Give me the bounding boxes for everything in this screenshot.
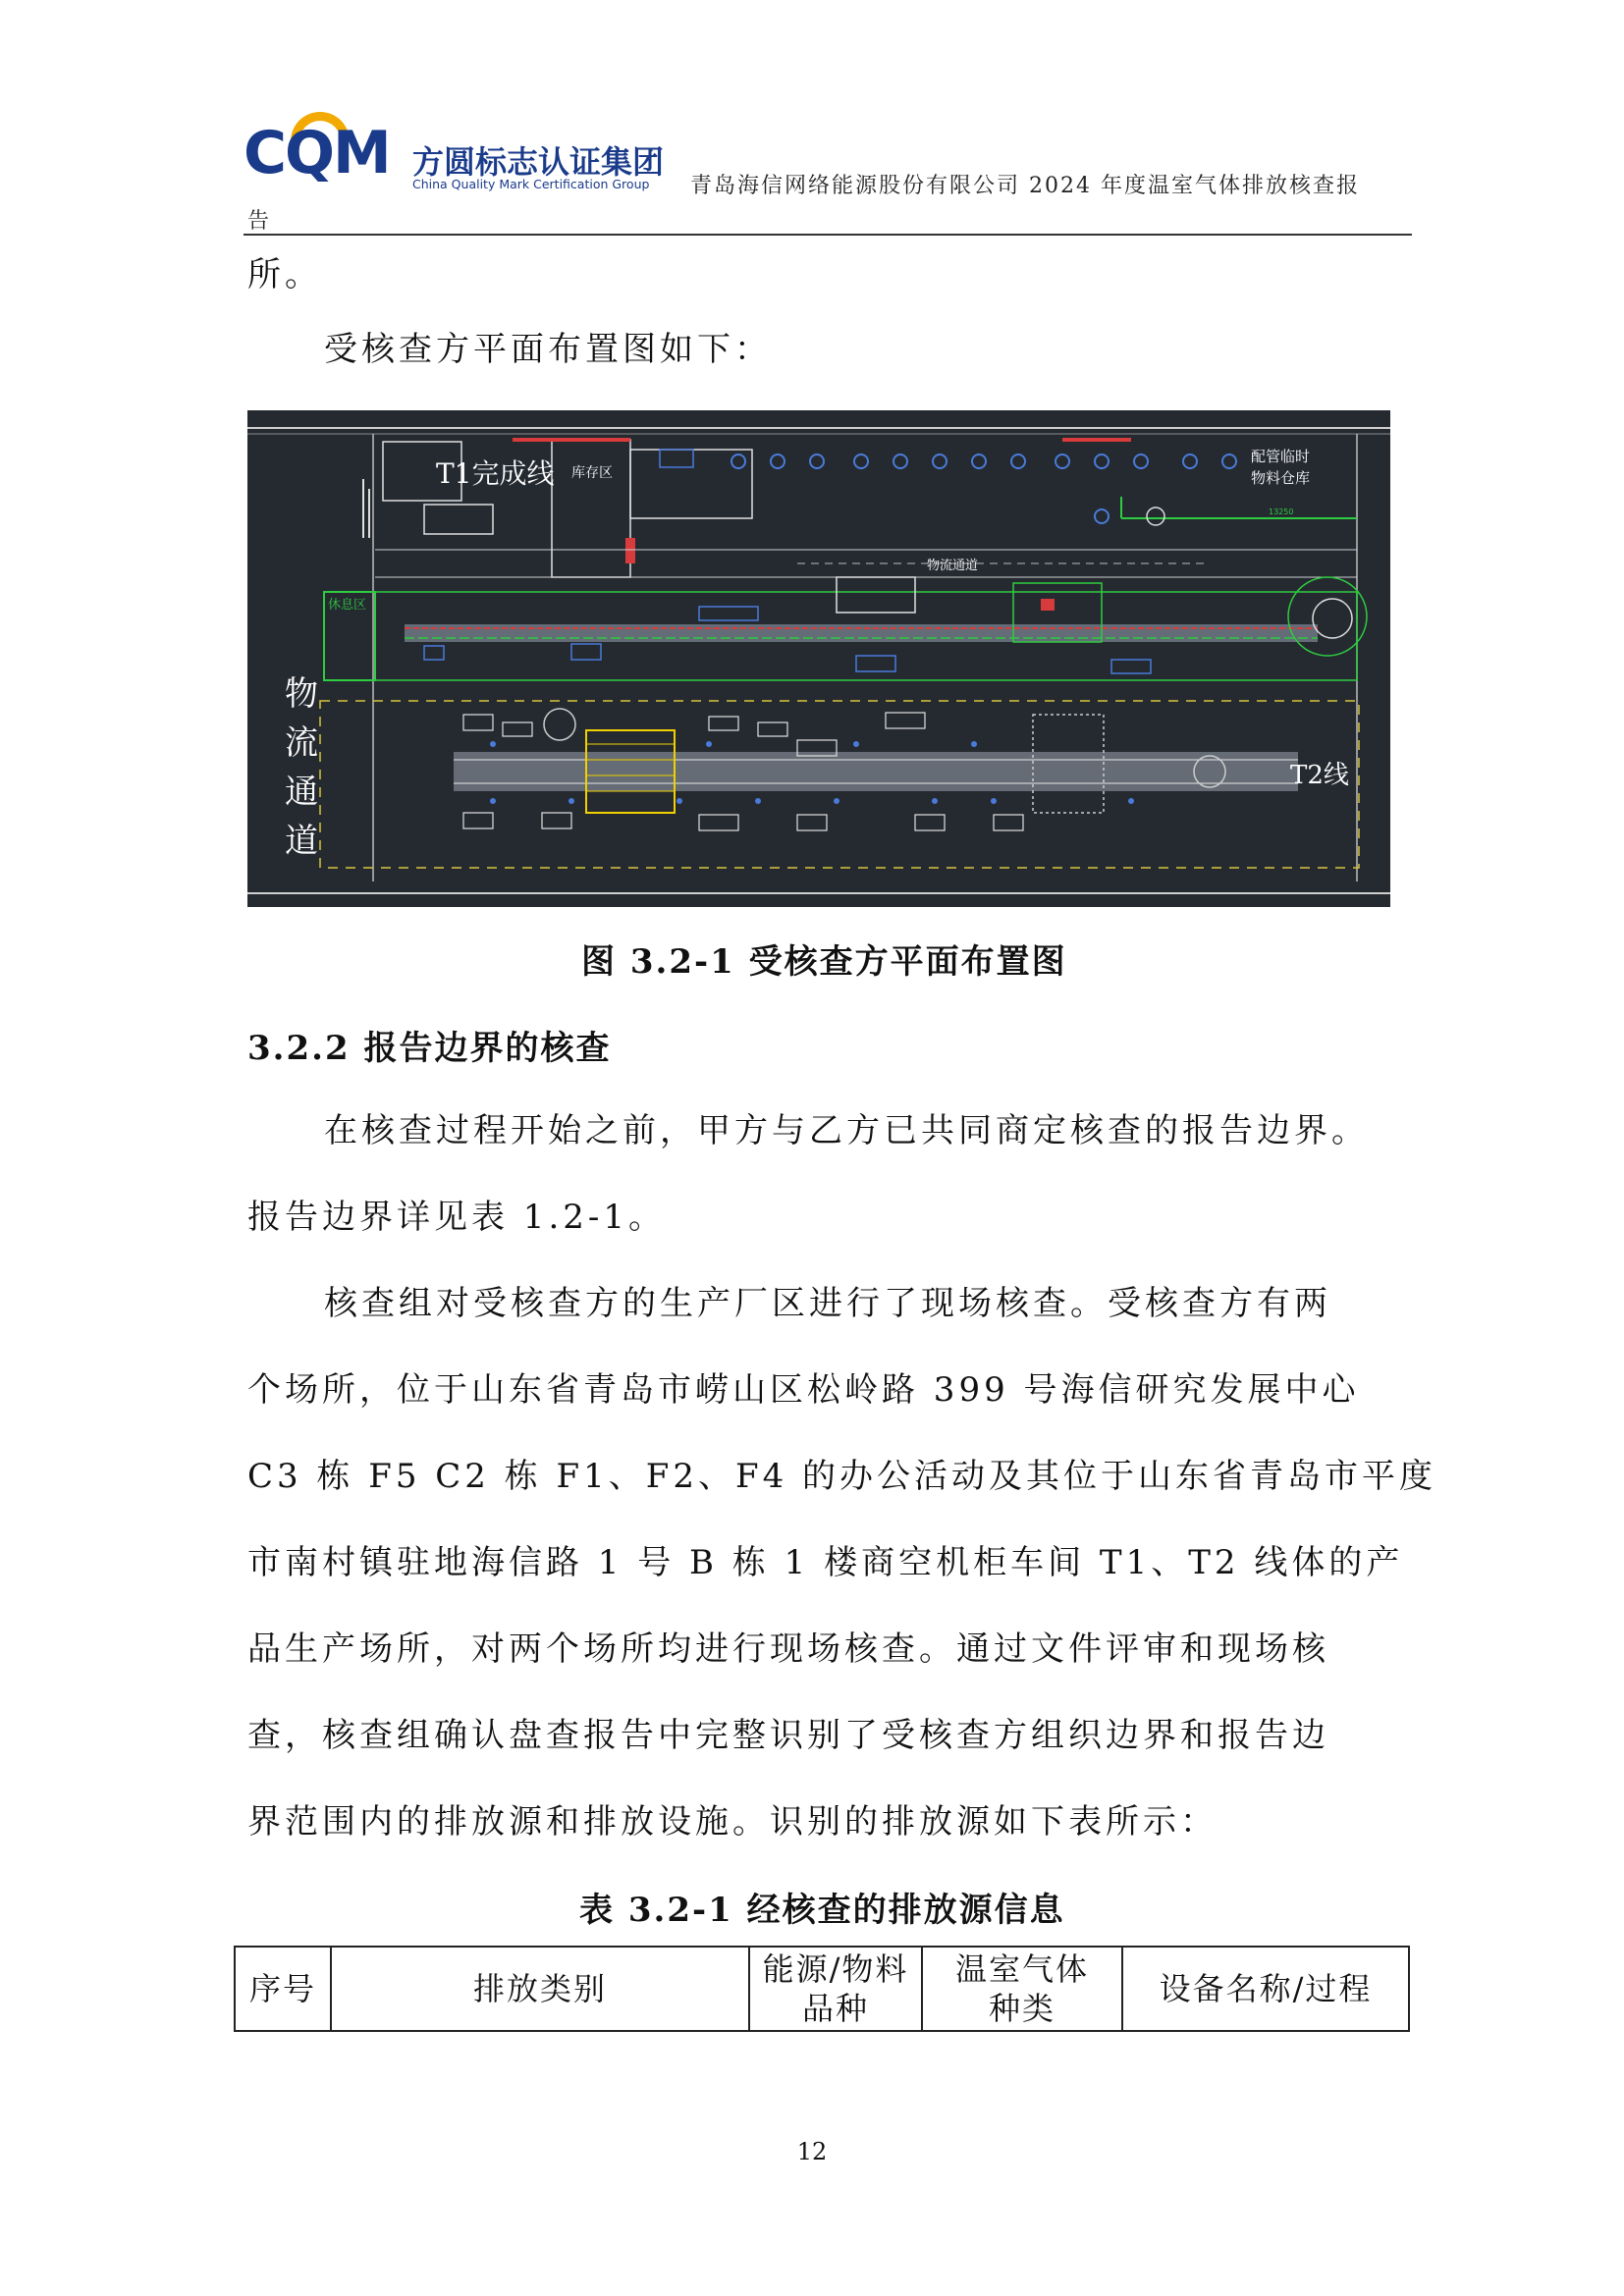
paragraph-2-line: C3 栋 F5 C2 栋 F1、F2、F4 的办公活动及其位于山东省青岛市平度 [247,1457,1437,1496]
section-heading: 3.2.2 报告边界的核查 [247,1029,612,1068]
paragraph-2-line: 个场所，位于山东省青岛市崂山区松岭路 399 号海信研究发展中心 [247,1370,1360,1410]
header-divider [244,234,1412,236]
logistics-channel-label: 物流通道 [927,559,979,573]
logo-english-name: China Quality Mark Certification Group [412,177,650,191]
col-header-index: 序号 [235,1947,331,2031]
paragraph-2-line: 品生产场所，对两个场所均进行现场核查。通过文件评审和现场核 [247,1629,1329,1669]
t1-line-label: T1完成线 [436,457,555,490]
paragraph-2-line: 核查组对受核查方的生产厂区进行了现场核查。受核查方有两 [324,1284,1331,1323]
col-header-ghg: 温室气体 种类 [922,1947,1122,2031]
paragraph-2-line: 查，核查组确认盘查报告中完整识别了受核查方组织边界和报告边 [247,1716,1329,1755]
logistics-vertical-3: 通 [285,773,318,812]
rest-area-label: 休息区 [328,598,367,613]
storage-label-line2: 物料仓库 [1251,469,1311,487]
floor-plan-image [247,410,1390,907]
logistics-vertical-2: 流 [285,723,318,763]
emission-source-table [234,1946,1410,2032]
paragraph-1-line-2: 报告边界详见表 1.2-1。 [247,1198,666,1237]
table-caption: 表 3.2-1 经核查的排放源信息 [579,1891,1065,1930]
page-header [244,118,1412,236]
table-header-row [235,1947,1409,2031]
storage-code-label: 13250 [1269,507,1294,516]
paragraph-continuation: 所。 [247,255,322,294]
cqm-logo [244,118,666,196]
inventory-label: 库存区 [571,465,613,481]
col-header-equipment: 设备名称/过程 [1122,1947,1409,2031]
header-report-title-wrap: 告 [247,209,270,234]
page-number: 12 [796,2138,828,2165]
t2-line-label: T2线 [1290,761,1349,790]
logo-mark: CQM [244,119,390,187]
figure-caption: 图 3.2-1 受核查方平面布置图 [581,942,1067,982]
col-header-energy: 能源/物料 品种 [749,1947,922,2031]
logo-chinese-name: 方圆标志认证集团 [412,143,665,181]
storage-label: 配管临时 [1251,448,1311,465]
logistics-vertical-1: 物 [285,674,318,714]
paragraph-2-line: 市南村镇驻地海信路 1 号 B 栋 1 楼商空机柜车间 T1、T2 线体的产 [247,1543,1404,1582]
header-report-title: 青岛海信网络能源股份有限公司 2024 年度温室气体排放核查报 [690,174,1360,198]
paragraph-2-line: 界范围内的排放源和排放设施。识别的排放源如下表所示： [247,1802,1218,1842]
paragraph-1-line-1: 在核查过程开始之前，甲方与乙方已共同商定核查的报告边界。 [324,1111,1369,1150]
col-header-category: 排放类别 [331,1947,749,2031]
figure-intro: 受核查方平面布置图如下： [324,330,772,369]
logistics-vertical-4: 道 [285,822,318,861]
